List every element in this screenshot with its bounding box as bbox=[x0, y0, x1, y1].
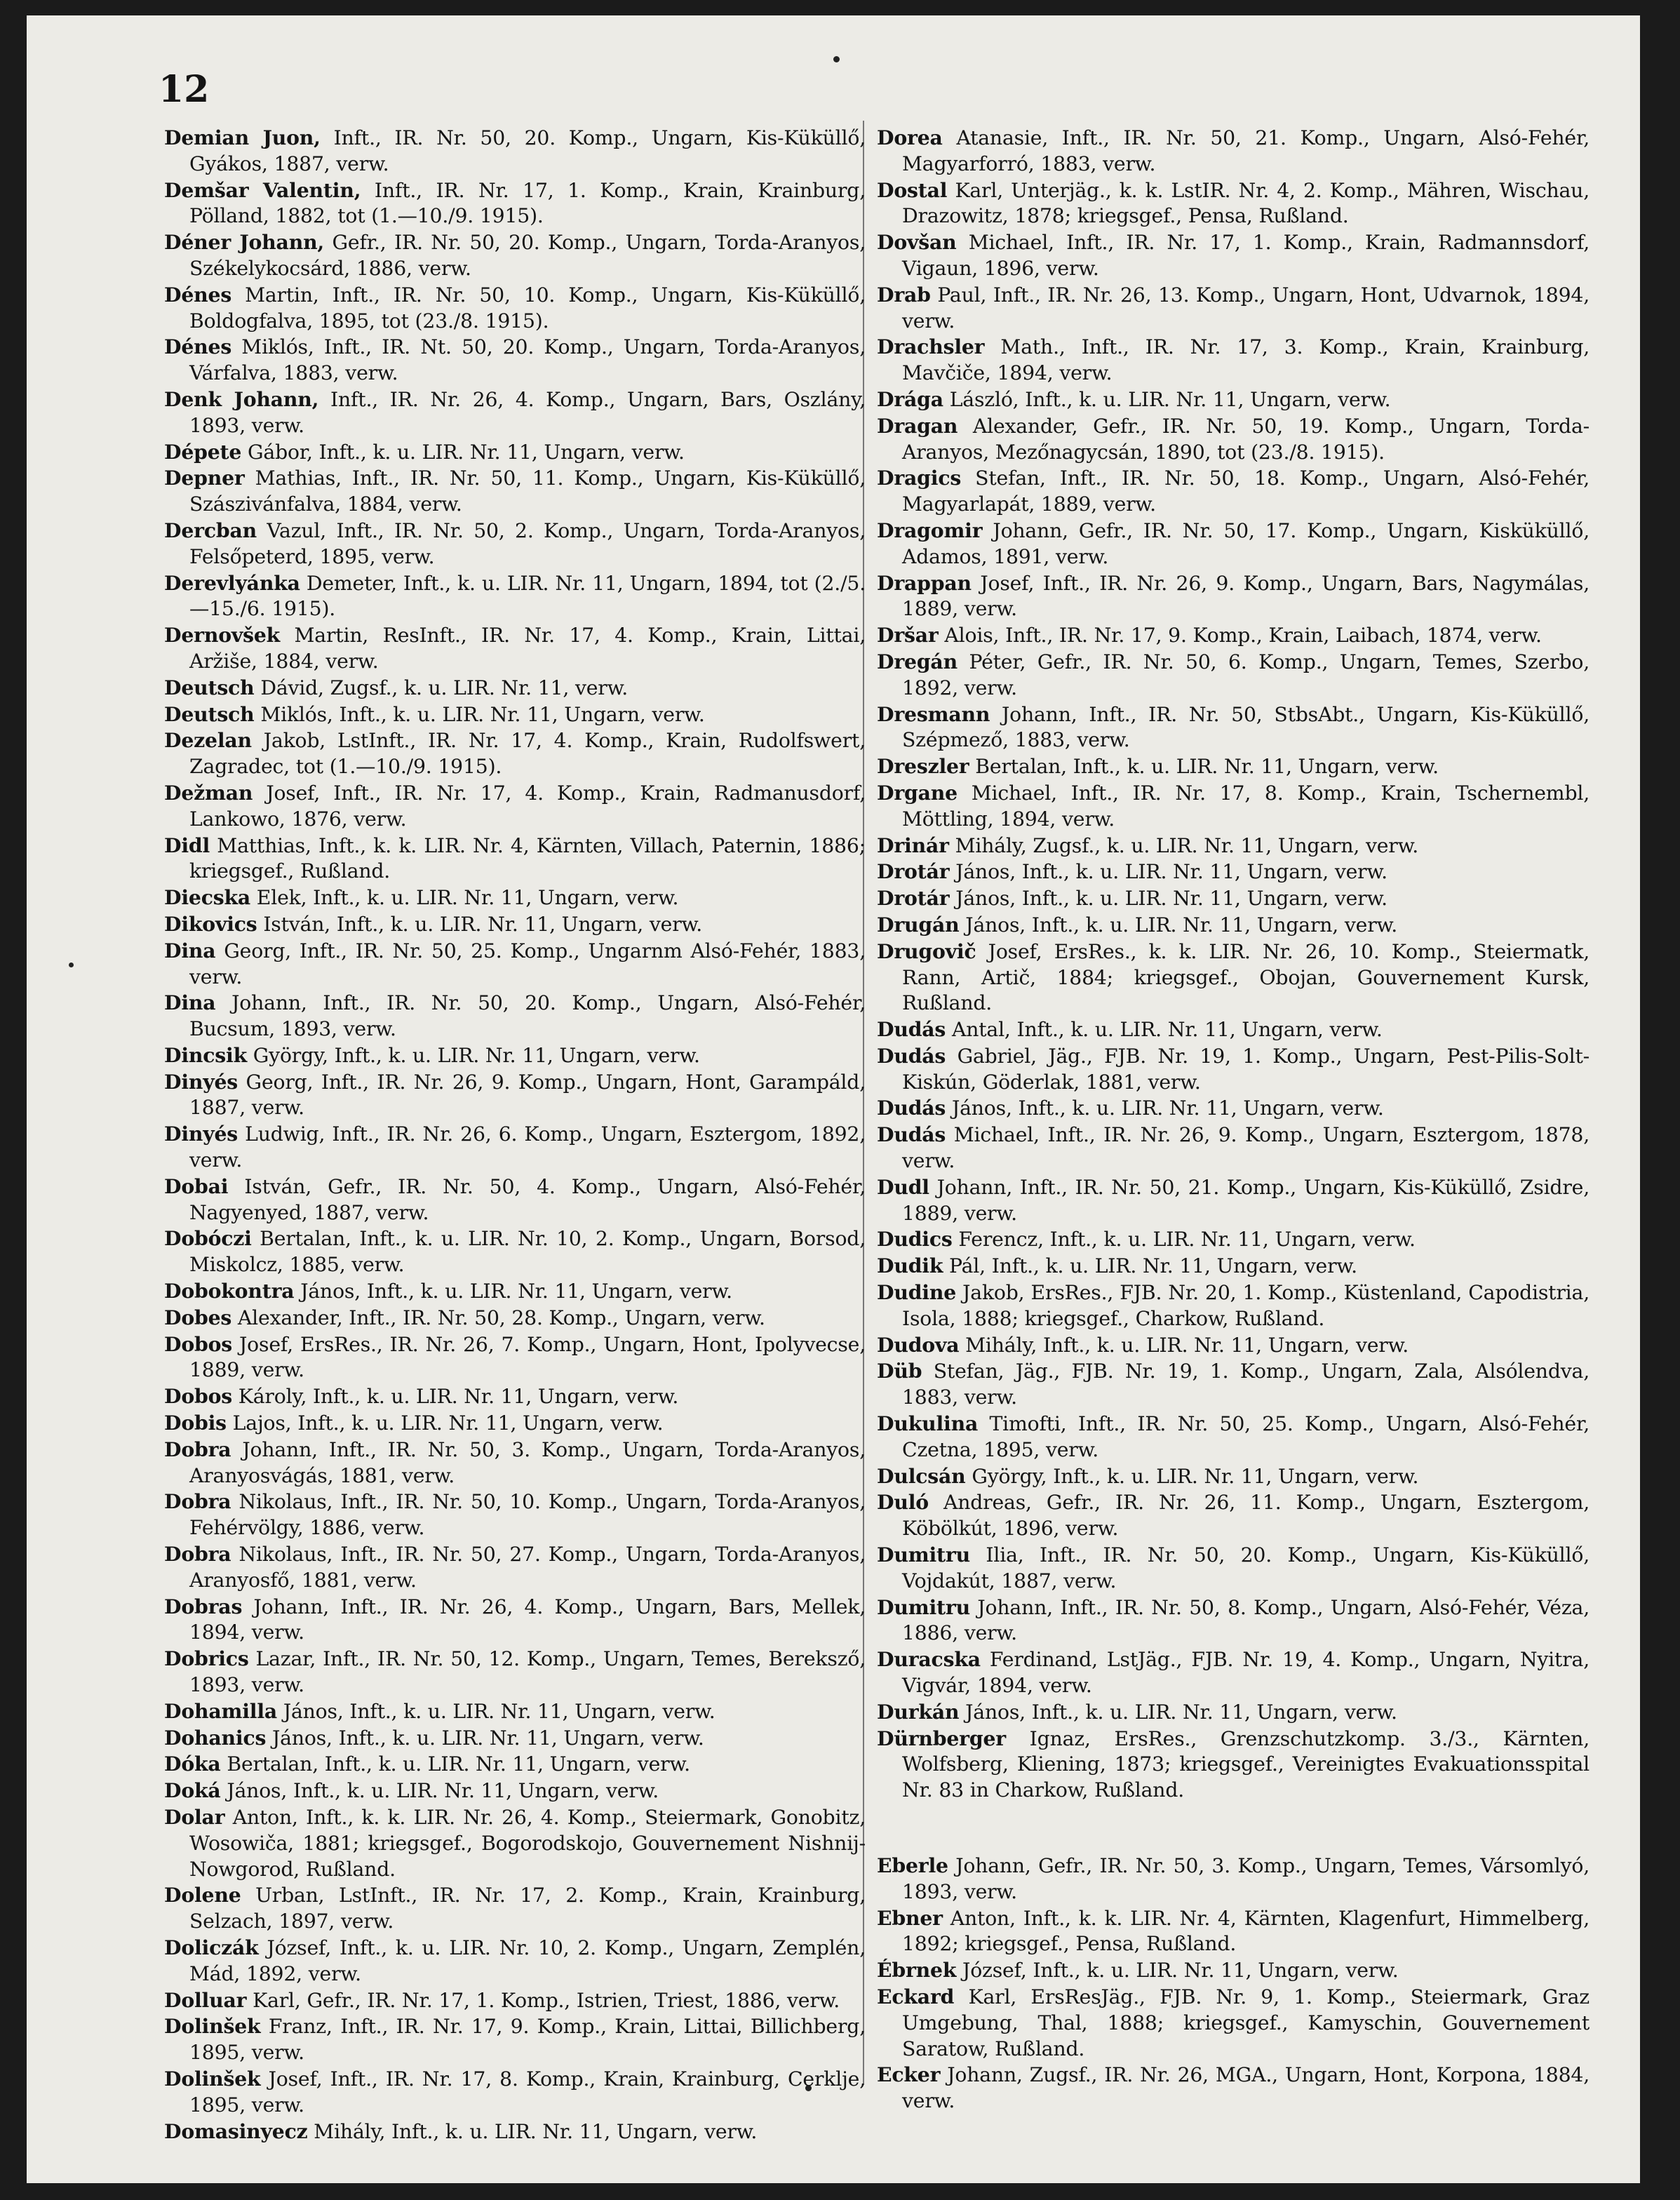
entry-name: Dudás bbox=[877, 1017, 946, 1042]
entry-name: Dudik bbox=[877, 1254, 943, 1278]
entry-details: Michael, Inft., IR. Nr. 26, 9. Komp., Ungarn, Esztergom, 1878, verw. bbox=[902, 1123, 1590, 1173]
entry-name: Dobóczi bbox=[164, 1226, 252, 1251]
left-column bbox=[164, 125, 866, 2145]
entry-details: Johann, Gefr., IR. Nr. 50, 17. Komp., Ungarn, Kisküküllő, Adamos, 1891, verw. bbox=[902, 518, 1590, 568]
entry-name: Dóka bbox=[164, 1752, 221, 1776]
list-entry bbox=[877, 1646, 1590, 1699]
entry-name: Dincsik bbox=[164, 1042, 247, 1067]
entry-name: Doká bbox=[164, 1778, 221, 1803]
entry-details: János, Inft., k. u. LIR. Nr. 11, Ungarn, verw. bbox=[959, 913, 1398, 937]
entry-details: Mihály, Inft., k. u. LIR. Nr. 11, Ungarn, verw. bbox=[959, 1333, 1409, 1357]
entry-name: Dresmann bbox=[877, 702, 990, 726]
entry-name: Dobos bbox=[164, 1332, 233, 1356]
entry-name: Dorea bbox=[877, 126, 943, 149]
entry-details: Math., Inft., IR. Nr. 17, 3. Komp., Krain, Krainburg, Mavčiče, 1894, verw. bbox=[902, 335, 1590, 385]
list-entry bbox=[164, 2119, 866, 2145]
list-entry bbox=[164, 1437, 866, 1489]
entry-name: Dobrics bbox=[164, 1646, 249, 1671]
entry-name: Dikovics bbox=[164, 911, 257, 936]
entry-details: Stefan, Jäg., FJB. Nr. 19, 1. Komp., Ungarn, Zala, Alsólendva, 1883, verw. bbox=[902, 1360, 1590, 1409]
entry-details: János, Inft., k. u. LIR. Nr. 11, Ungarn, verw. bbox=[959, 1700, 1397, 1724]
entry-name: Drachsler bbox=[877, 335, 985, 359]
list-entry bbox=[877, 334, 1590, 387]
entry-name: Dudl bbox=[877, 1174, 929, 1199]
entry-details: Josef, Inft., IR. Nr. 17, 8. Komp., Krain, Krainburg, Cerklje, 1895, verw. bbox=[189, 2067, 866, 2117]
entry-name: Derevlyánka bbox=[164, 570, 300, 595]
entry-name: Dohanics bbox=[164, 1725, 267, 1750]
entry-name: Dragan bbox=[877, 413, 958, 438]
entry-name: Didl bbox=[164, 833, 210, 857]
list-entry bbox=[164, 911, 866, 938]
section-gap bbox=[877, 1804, 1590, 1853]
entry-name: Dolinšek bbox=[164, 2014, 261, 2039]
entry-details: Nikolaus, Inft., IR. Nr. 50, 27. Komp., Ungarn, Torda-Aranyos, Aranyosfő, 1881, verw. bbox=[189, 1543, 866, 1592]
entry-name: Deutsch bbox=[164, 702, 255, 726]
entry-name: Drugovič bbox=[877, 939, 976, 963]
entry-name: Dina bbox=[164, 938, 216, 962]
entry-name: Eberle bbox=[877, 1853, 948, 1877]
entry-details: Ferdinand, LstJäg., FJB. Nr. 19, 4. Komp., Ungarn, Nyitra, Vigvár, 1894, verw. bbox=[902, 1648, 1590, 1698]
entry-name: Déner Johann, bbox=[164, 230, 325, 255]
entry-name: Dénes bbox=[164, 335, 232, 359]
entry-details: Jakob, LstInft., IR. Nr. 17, 4. Komp., Krain, Rudolfswert, Zagradec, tot (1.—10./9. 1915). bbox=[189, 729, 866, 779]
list-entry bbox=[164, 833, 866, 885]
entry-name: Dudics bbox=[877, 1227, 953, 1252]
entry-name: Demšar Valentin, bbox=[164, 177, 361, 202]
entry-name: Diecska bbox=[164, 885, 250, 910]
list-entry bbox=[164, 387, 866, 439]
entry-name: Dina bbox=[164, 991, 216, 1015]
entry-details: László, Inft., k. u. LIR. Nr. 11, Ungarn, verw. bbox=[943, 387, 1391, 411]
list-entry bbox=[164, 1332, 866, 1384]
entry-name: Dobra bbox=[164, 1489, 231, 1514]
entry-name: Dobis bbox=[164, 1411, 227, 1435]
entry-name: Dürnberger bbox=[877, 1726, 1006, 1750]
entry-name: Ébrnek bbox=[877, 1958, 957, 1983]
entry-name: Dinyés bbox=[164, 1122, 238, 1146]
list-entry bbox=[877, 465, 1590, 518]
list-entry bbox=[164, 1410, 866, 1437]
entry-details: Andreas, Gefr., IR. Nr. 26, 11. Komp., Ungarn, Esztergom, Köbölkút, 1896, verw. bbox=[902, 1491, 1590, 1541]
entry-details: Martin, Inft., IR. Nr. 50, 10. Komp., Ungarn, Kis-Küküllő, Boldogfalva, 1895, tot (23./8. 1915). bbox=[189, 283, 866, 333]
list-entry bbox=[164, 1935, 866, 1987]
entry-details: Alois, Inft., IR. Nr. 17, 9. Komp., Krain, Laibach, 1874, verw. bbox=[938, 624, 1542, 648]
list-entry bbox=[164, 1987, 866, 2014]
list-entry bbox=[877, 1542, 1590, 1595]
list-entry bbox=[164, 622, 866, 675]
entry-name: Dežman bbox=[164, 780, 253, 805]
entry-details: István, Gefr., IR. Nr. 50, 4. Komp., Ungarn, Alsó-Fehér, Nagyenyed, 1887, verw. bbox=[189, 1174, 866, 1224]
list-entry bbox=[164, 1778, 866, 1804]
entry-name: Drinár bbox=[877, 833, 949, 857]
list-entry bbox=[164, 2013, 866, 2066]
list-entry bbox=[164, 1383, 866, 1410]
entry-name: Dinyés bbox=[164, 1069, 238, 1094]
entry-details: Stefan, Inft., IR. Nr. 50, 18. Komp., Ungarn, Alsó-Fehér, Magyarlapát, 1889, verw. bbox=[902, 467, 1590, 516]
entry-details: János, Inft., k. u. LIR. Nr. 11, Ungarn, verw. bbox=[294, 1280, 732, 1303]
list-entry bbox=[877, 622, 1590, 649]
entry-details: Franz, Inft., IR. Nr. 17, 9. Komp., Krain, Littai, Billichberg, 1895, verw. bbox=[189, 2015, 866, 2065]
list-entry bbox=[877, 780, 1590, 833]
entry-name: Dudine bbox=[877, 1280, 957, 1305]
list-entry bbox=[877, 1853, 1590, 1905]
list-entry bbox=[877, 518, 1590, 570]
entry-details: Johann, Zugsf., IR. Nr. 26, MGA., Ungarn, Hont, Korpona, 1884, verw. bbox=[902, 2063, 1590, 2113]
list-entry bbox=[877, 1095, 1590, 1122]
entry-name: Drága bbox=[877, 387, 943, 411]
entry-details: Mathias, Inft., IR. Nr. 50, 11. Komp., Ungarn, Kis-Küküllő, Szászivánfalva, 1884, verw. bbox=[189, 467, 866, 516]
entry-name: Dolinšek bbox=[164, 2066, 261, 2091]
entry-details: Inft., IR. Nr. 17, 1. Komp., Krain, Krainburg, Pölland, 1882, tot (1.—10./9. 1915). bbox=[189, 178, 866, 228]
entry-name: Dobes bbox=[164, 1305, 232, 1329]
entry-name: Dobras bbox=[164, 1594, 243, 1618]
entry-name: Dudás bbox=[877, 1043, 946, 1068]
entry-details: Ludwig, Inft., IR. Nr. 26, 6. Komp., Ungarn, Esztergom, 1892, verw. bbox=[189, 1122, 866, 1172]
entry-name: Dudás bbox=[877, 1096, 946, 1120]
entry-name: Dreszler bbox=[877, 754, 969, 779]
list-entry bbox=[877, 1358, 1590, 1411]
entry-details: János, Inft., k. u. LIR. Nr. 11, Ungarn, verw. bbox=[949, 887, 1387, 911]
entry-name: Dregán bbox=[877, 649, 957, 673]
entry-name: Duló bbox=[877, 1490, 929, 1515]
entry-name: Dršar bbox=[877, 623, 939, 648]
entry-details: Jakob, ErsRes., FJB. Nr. 20, 1. Komp., Küstenland, Capodistria, Isola, 1888; kriegsgef., Charkow, Rußland. bbox=[902, 1281, 1590, 1330]
list-entry bbox=[164, 1278, 866, 1305]
entry-details: Antal, Inft., k. u. LIR. Nr. 11, Ungarn, verw. bbox=[946, 1018, 1383, 1042]
entry-name: Dénes bbox=[164, 282, 232, 307]
entry-details: Bertalan, Inft., k. u. LIR. Nr. 11, Ungarn, verw. bbox=[969, 755, 1439, 779]
list-entry bbox=[164, 1305, 866, 1332]
entry-details: Lajos, Inft., k. u. LIR. Nr. 11, Ungarn, verw. bbox=[226, 1411, 664, 1435]
list-entry bbox=[877, 1463, 1590, 1490]
list-entry bbox=[877, 282, 1590, 335]
list-entry bbox=[877, 1122, 1590, 1174]
entry-details: Dávid, Zugsf., k. u. LIR. Nr. 11, verw. bbox=[254, 676, 629, 699]
list-entry bbox=[164, 1042, 866, 1069]
entry-name: Dobra bbox=[164, 1542, 231, 1567]
list-entry bbox=[877, 1174, 1590, 1227]
list-entry bbox=[164, 885, 866, 911]
list-entry bbox=[164, 1541, 866, 1594]
entry-name: Denk Johann, bbox=[164, 387, 319, 411]
entry-details: János, Inft., k. u. LIR. Nr. 11, Ungarn, verw. bbox=[277, 1699, 715, 1723]
list-entry bbox=[164, 1751, 866, 1778]
entry-details: Gábor, Inft., k. u. LIR. Nr. 11, Ungarn, verw. bbox=[241, 440, 685, 464]
list-entry bbox=[877, 2062, 1590, 2114]
list-entry bbox=[164, 518, 866, 570]
list-entry bbox=[164, 1646, 866, 1698]
list-entry bbox=[877, 1253, 1590, 1280]
entry-name: Dohamilla bbox=[164, 1698, 278, 1723]
entry-name: Demian Juon, bbox=[164, 126, 321, 149]
entry-details: Elek, Inft., k. u. LIR. Nr. 11, Ungarn, verw. bbox=[250, 886, 679, 910]
list-entry bbox=[877, 177, 1590, 230]
entry-name: Dudova bbox=[877, 1332, 960, 1357]
entry-details: Karl, Unterjäg., k. k. LstIR. Nr. 4, 2. Komp., Mähren, Wischau, Drazowitz, 1878; kriegsgef., Pensa, Rußland. bbox=[902, 178, 1590, 228]
entry-details: János, Inft., k. u. LIR. Nr. 11, Ungarn, verw. bbox=[946, 1096, 1384, 1120]
list-entry bbox=[877, 387, 1590, 413]
list-entry bbox=[164, 1882, 866, 1935]
entry-name: Dudás bbox=[877, 1122, 946, 1147]
entry-details: György, Inft., k. u. LIR. Nr. 11, Ungarn, verw. bbox=[965, 1464, 1419, 1488]
entry-name: Dernovšek bbox=[164, 623, 281, 648]
entry-details: Demeter, Inft., k. u. LIR. Nr. 11, Ungarn, 1894, tot (2./5.—15./6. 1915). bbox=[189, 571, 866, 621]
right-column bbox=[877, 125, 1590, 2114]
entry-name: Dostal bbox=[877, 177, 948, 202]
list-entry bbox=[164, 990, 866, 1042]
entry-name: Dépete bbox=[164, 439, 242, 464]
entry-details: Martin, ResInft., IR. Nr. 17, 4. Komp., Krain, Littai, Aržiše, 1884, verw. bbox=[189, 624, 866, 673]
list-entry bbox=[164, 1725, 866, 1752]
entry-details: Michael, Inft., IR. Nr. 17, 8. Komp., Krain, Tschernembl, Möttling, 1894, verw. bbox=[902, 781, 1590, 831]
entry-name: Dragics bbox=[877, 466, 962, 490]
entry-details: Inft., IR. Nr. 50, 20. Komp., Ungarn, Kis-Küküllő, Gyákos, 1887, verw. bbox=[189, 126, 866, 175]
list-entry bbox=[164, 2066, 866, 2119]
entry-name: Dulcsán bbox=[877, 1463, 966, 1488]
entry-details: Matthias, Inft., k. k. LIR. Nr. 4, Kärnten, Villach, Paternin, 1886; kriegsgef., Rußland. bbox=[189, 833, 866, 883]
list-entry bbox=[877, 885, 1590, 912]
book-page bbox=[27, 15, 1640, 2183]
list-entry bbox=[164, 1804, 866, 1882]
entry-name: Durkán bbox=[877, 1699, 960, 1724]
entry-name: Dumitru bbox=[877, 1543, 970, 1567]
entry-details: Péter, Gefr., IR. Nr. 50, 6. Komp., Ungarn, Temes, Szerbo, 1892, verw. bbox=[902, 650, 1590, 699]
entry-name: Drgane bbox=[877, 780, 957, 805]
list-entry bbox=[164, 439, 866, 466]
entry-name: Dumitru bbox=[877, 1595, 970, 1619]
list-entry bbox=[164, 229, 866, 282]
list-entry bbox=[877, 1957, 1590, 1984]
entry-details: György, Inft., k. u. LIR. Nr. 11, Ungarn, verw. bbox=[246, 1043, 700, 1067]
page-number: 12 bbox=[159, 68, 210, 111]
entry-details: Johann, Inft., IR. Nr. 50, 21. Komp., Ungarn, Kis-Küküllő, Zsidre, 1889, verw. bbox=[902, 1175, 1590, 1225]
entry-details: Alexander, Gefr., IR. Nr. 50, 19. Komp., Ungarn, Torda-Aranyos, Mezőnagycsán, 1890, tot (23./8. 1915). bbox=[902, 414, 1590, 464]
list-entry bbox=[877, 649, 1590, 702]
entry-details: Lazar, Inft., IR. Nr. 50, 12. Komp., Ungarn, Temes, Bereksző, 1893, verw. bbox=[189, 1647, 866, 1697]
entry-name: Dovšan bbox=[877, 230, 957, 255]
entry-name: Duracska bbox=[877, 1647, 981, 1672]
list-entry bbox=[164, 570, 866, 623]
entry-details: Ignaz, ErsRes., Grenzschutzkomp. 3./3., Kärnten, Wolfsberg, Kliening, 1873; kriegsgef., Vereinigtes Evakuationsspital Nr. 83 in Charkow, Rußland. bbox=[902, 1726, 1590, 1802]
list-entry bbox=[877, 753, 1590, 780]
list-entry bbox=[877, 1489, 1590, 1542]
entry-details: Johann, Inft., IR. Nr. 50, 8. Komp., Ungarn, Alsó-Fehér, Véza, 1886, verw. bbox=[902, 1595, 1590, 1645]
list-entry bbox=[877, 1984, 1590, 2062]
entry-details: István, Inft., k. u. LIR. Nr. 11, Ungarn, verw. bbox=[257, 912, 702, 936]
list-entry bbox=[877, 1699, 1590, 1726]
list-entry bbox=[877, 1595, 1590, 1647]
entry-name: Ecker bbox=[877, 2062, 941, 2087]
entry-details: Miklós, Inft., IR. Nt. 50, 20. Komp., Ungarn, Torda-Aranyos, Várfalva, 1883, verw. bbox=[189, 335, 866, 385]
entry-name: Dobos bbox=[164, 1384, 233, 1409]
entry-name: Dragomir bbox=[877, 518, 983, 542]
entry-details: Paul, Inft., IR. Nr. 26, 13. Komp., Ungarn, Hont, Udvarnok, 1894, verw. bbox=[902, 283, 1590, 333]
entry-details: Anton, Inft., k. k. LIR. Nr. 4, Kärnten, Klagenfurt, Himmelberg, 1892; kriegsgef., Pensa, Rußland. bbox=[902, 1906, 1590, 1956]
entry-name: Drotár bbox=[877, 859, 950, 884]
entry-details: Vazul, Inft., IR. Nr. 50, 2. Komp., Ungarn, Torda-Aranyos, Felsőpeterd, 1895, verw. bbox=[189, 518, 866, 568]
entry-name: Eckard bbox=[877, 1984, 955, 2008]
entry-name: Dobai bbox=[164, 1174, 229, 1198]
entry-name: Dobra bbox=[164, 1437, 231, 1461]
list-entry bbox=[877, 413, 1590, 466]
entry-details: Ilia, Inft., IR. Nr. 50, 20. Komp., Ungarn, Kis-Küküllő, Vojdakút, 1887, verw. bbox=[902, 1543, 1590, 1592]
entry-name: Dezelan bbox=[164, 728, 252, 753]
entry-name: Drab bbox=[877, 282, 931, 307]
entry-name: Depner bbox=[164, 466, 245, 490]
entry-name: Ebner bbox=[877, 1905, 943, 1930]
list-entry bbox=[164, 727, 866, 780]
list-entry bbox=[877, 702, 1590, 754]
entry-details: Johann, Inft., IR. Nr. 26, 4. Komp., Ungarn, Bars, Mellek, 1894, verw. bbox=[189, 1595, 866, 1644]
list-entry bbox=[877, 1726, 1590, 1804]
list-entry bbox=[877, 1043, 1590, 1096]
list-entry bbox=[164, 780, 866, 833]
entry-name: Dolluar bbox=[164, 1987, 247, 2012]
list-entry bbox=[877, 1226, 1590, 1253]
list-entry bbox=[877, 570, 1590, 623]
list-entry bbox=[164, 334, 866, 387]
list-entry bbox=[877, 939, 1590, 1017]
entry-details: Josef, Inft., IR. Nr. 17, 4. Komp., Krain, Radmanusdorf, Lankowo, 1876, verw. bbox=[189, 781, 866, 831]
entry-details: Nikolaus, Inft., IR. Nr. 50, 10. Komp., Ungarn, Torda-Aranyos, Fehérvölgy, 1886, verw. bbox=[189, 1490, 866, 1540]
entry-details: Anton, Inft., k. k. LIR. Nr. 26, 4. Komp., Steiermark, Gonobitz, Wosowiča, 1881; kriegsgef., Bogorodskojo, Gouvernement Nishnij-Nowgorod, Rußland. bbox=[189, 1806, 866, 1881]
list-entry bbox=[164, 1069, 866, 1122]
entry-details: Timofti, Inft., IR. Nr. 50, 25. Komp., Ungarn, Alsó-Fehér, Czetna, 1895, verw. bbox=[902, 1412, 1590, 1461]
list-entry bbox=[877, 1280, 1590, 1332]
list-entry bbox=[164, 1226, 866, 1278]
entry-details: János, Inft., k. u. LIR. Nr. 11, Ungarn, verw. bbox=[949, 860, 1387, 884]
entry-details: József, Inft., k. u. LIR. Nr. 10, 2. Komp., Ungarn, Zemplén, Mád, 1892, verw. bbox=[189, 1936, 866, 1985]
entry-details: Josef, ErsRes., IR. Nr. 26, 7. Komp., Ungarn, Hont, Ipolyvecse, 1889, verw. bbox=[189, 1332, 866, 1382]
list-entry bbox=[164, 1174, 866, 1226]
entry-details: Inft., IR. Nr. 26, 4. Komp., Ungarn, Bars, Oszlány, 1893, verw. bbox=[189, 387, 866, 437]
entry-name: Dobokontra bbox=[164, 1279, 295, 1303]
list-entry bbox=[164, 675, 866, 702]
entry-details: Atanasie, Inft., IR. Nr. 50, 21. Komp., Ungarn, Alsó-Fehér, Magyarforró, 1883, verw. bbox=[902, 126, 1590, 175]
entry-name: Dolene bbox=[164, 1883, 241, 1907]
entry-details: Alexander, Inft., IR. Nr. 50, 28. Komp., Ungarn, verw. bbox=[231, 1306, 765, 1329]
entry-details: Miklós, Inft., k. u. LIR. Nr. 11, Ungarn, verw. bbox=[254, 702, 705, 726]
list-entry bbox=[877, 912, 1590, 939]
entry-details: Georg, Inft., IR. Nr. 26, 9. Komp., Ungarn, Hont, Garampáld, 1887, verw. bbox=[189, 1070, 866, 1120]
list-entry bbox=[877, 859, 1590, 885]
entry-details: Josef, ErsRes., k. k. LIR. Nr. 26, 10. Komp., Steiermatk, Rann, Artič, 1884; kriegsgef., Obojan, Gouvernement Kursk, Rußland. bbox=[902, 939, 1590, 1015]
entry-details: Johann, Inft., IR. Nr. 50, StbsAbt., Ungarn, Kis-Küküllő, Szépmező, 1883, verw. bbox=[902, 702, 1590, 752]
list-entry bbox=[877, 1017, 1590, 1043]
entry-details: Pál, Inft., k. u. LIR. Nr. 11, Ungarn, verw. bbox=[943, 1254, 1357, 1278]
entry-name: Doliczák bbox=[164, 1935, 259, 1959]
list-entry bbox=[164, 282, 866, 335]
entry-details: Johann, Gefr., IR. Nr. 50, 3. Komp., Ungarn, Temes, Vársomlyó, 1893, verw. bbox=[902, 1854, 1590, 1903]
entry-details: Gabriel, Jäg., FJB. Nr. 19, 1. Komp., Ungarn, Pest-Pilis-Solt-Kiskún, Göderlak, 1881, verw. bbox=[902, 1044, 1590, 1094]
list-entry bbox=[164, 702, 866, 728]
entry-details: József, Inft., k. u. LIR. Nr. 11, Ungarn, verw. bbox=[956, 1959, 1399, 1983]
entry-details: Georg, Inft., IR. Nr. 50, 25. Komp., Ungarnm Alsó-Fehér, 1883, verw. bbox=[189, 939, 866, 988]
entry-details: Urban, LstInft., IR. Nr. 17, 2. Komp., Krain, Krainburg, Selzach, 1897, verw. bbox=[189, 1884, 866, 1933]
entry-name: Dercban bbox=[164, 518, 257, 542]
entry-details: Michael, Inft., IR. Nr. 17, 1. Komp., Krain, Radmannsdorf, Vigaun, 1896, verw. bbox=[902, 231, 1590, 280]
entry-details: Bertalan, Inft., k. u. LIR. Nr. 11, Ungarn, verw. bbox=[220, 1752, 690, 1776]
list-entry bbox=[164, 1594, 866, 1646]
entry-name: Dolar bbox=[164, 1805, 225, 1829]
list-entry bbox=[877, 1905, 1590, 1958]
list-entry bbox=[877, 1411, 1590, 1463]
entry-name: Deutsch bbox=[164, 675, 255, 699]
entry-details: Gefr., IR. Nr. 50, 20. Komp., Ungarn, Torda-Aranyos, Székelykocsárd, 1886, verw. bbox=[189, 231, 866, 280]
entry-name: Düb bbox=[877, 1359, 922, 1383]
entry-details: János, Inft., k. u. LIR. Nr. 11, Ungarn, verw. bbox=[266, 1726, 704, 1750]
list-entry bbox=[164, 1489, 866, 1541]
list-entry bbox=[877, 125, 1590, 177]
list-entry bbox=[877, 833, 1590, 859]
entry-details: Johann, Inft., IR. Nr. 50, 20. Komp., Ungarn, Alsó-Fehér, Bucsum, 1893, verw. bbox=[189, 991, 866, 1041]
entry-details: Josef, Inft., IR. Nr. 26, 9. Komp., Ungarn, Bars, Nagymálas, 1889, verw. bbox=[902, 571, 1590, 621]
entry-details: Karl, Gefr., IR. Nr. 17, 1. Komp., Istrien, Triest, 1886, verw. bbox=[246, 1988, 840, 2012]
entry-details: Mihály, Zugsf., k. u. LIR. Nr. 11, Ungarn, verw. bbox=[948, 833, 1419, 857]
entry-details: János, Inft., k. u. LIR. Nr. 11, Ungarn, verw. bbox=[220, 1779, 659, 1803]
entry-details: Karl, ErsResJäg., FJB. Nr. 9, 1. Komp., Steiermark, Graz Umgebung, Thal, 1888; kriegsgef., Kamyschin, Gouvernement Saratow, Rußland. bbox=[902, 1985, 1590, 2060]
list-entry bbox=[164, 465, 866, 518]
list-entry bbox=[164, 1121, 866, 1174]
entry-details: Ferencz, Inft., k. u. LIR. Nr. 11, Ungarn, verw. bbox=[952, 1228, 1416, 1252]
list-entry bbox=[164, 1698, 866, 1725]
list-entry bbox=[164, 125, 866, 177]
entry-details: Károly, Inft., k. u. LIR. Nr. 11, Ungarn, verw. bbox=[232, 1385, 679, 1409]
entry-details: Mihály, Inft., k. u. LIR. Nr. 11, Ungarn, verw. bbox=[307, 2119, 758, 2143]
center-dot-top bbox=[833, 56, 840, 62]
margin-dot bbox=[69, 962, 74, 967]
list-entry bbox=[164, 938, 866, 991]
list-entry bbox=[877, 1332, 1590, 1359]
list-entry bbox=[877, 229, 1590, 282]
entry-name: Drugán bbox=[877, 912, 960, 937]
entry-details: Bertalan, Inft., k. u. LIR. Nr. 10, 2. Komp., Ungarn, Borsod, Miskolcz, 1885, verw. bbox=[189, 1227, 866, 1277]
entry-details: Johann, Inft., IR. Nr. 50, 3. Komp., Ungarn, Torda-Aranyos, Aranyosvágás, 1881, verw. bbox=[189, 1437, 866, 1487]
entry-name: Drappan bbox=[877, 570, 972, 595]
entry-name: Domasinyecz bbox=[164, 2119, 308, 2143]
entry-name: Dukulina bbox=[877, 1411, 979, 1436]
entry-name: Drotár bbox=[877, 886, 950, 911]
list-entry bbox=[164, 177, 866, 230]
